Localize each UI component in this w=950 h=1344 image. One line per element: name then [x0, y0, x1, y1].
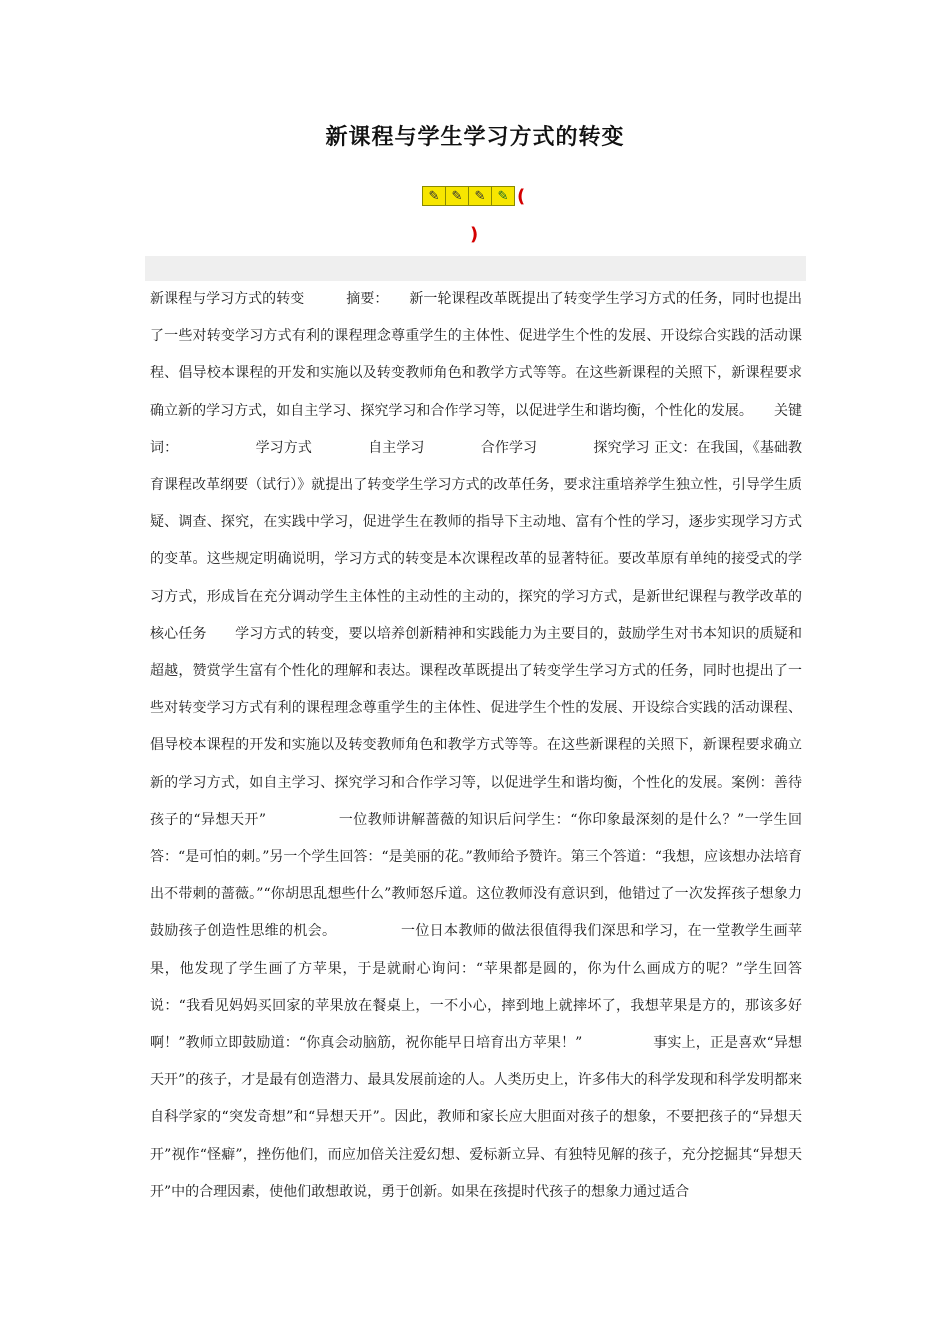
document-title: 新课程与学生学习方式的转变	[325, 125, 625, 150]
rating-paren-close: )	[470, 224, 479, 245]
article-paragraph: 新课程与学习方式的转变 摘要： 新一轮课程改革既提出了转变学生学习方式的任务，同时也提出了一些对转变学习方式有利的课程理念尊重学生的主体性、促进学生个性的发展、开设综合实践的活动课程、倡导校本课程的开发和实施以及转变教师角色和教学方式等等。在这些新课程的关照下，新课程要求确立新的学习方式，如自主学习、探究学习和合作学习等，以促进学生和谐均衡，个性化的发展。 关键词： 学习方式 自主学习 合作学习 探究学习 正文：在我国，《基础教育课程改革纲要（试行）》就提出了转变学生学习方式的改革任务，要求注重培养学生独立性，引导学生质疑、调查、探究，在实践中学习，促进学生在教师的指导下主动地、富有个性的学习，逐步实现学习方式的变革。这些规定明确说明，学习方式的转变是本次课程改革的显著特征。要改革原有单纯的接受式的学习方式，形成旨在充分调动学生主体性的主动性的主动的，探究的学习方式，是新世纪课程与教学改革的核心任务 学习方式的转变，要以培养创新精神和实践能力为主要目的，鼓励学生对书本知识的质疑和超越，赞赏学生富有个性化的理解和表达。课程改革既提出了转变学生学习方式的任务，同时也提出了一些对转变学习方式有利的课程理念尊重学生的主体性、促进学生个性的发展、开设综合实践的活动课程、倡导校本课程的开发和实施以及转变教师角色和教学方式等等。在这些新课程的关照下，新课程要求确立新的学习方式，如自主学习、探究学习和合作学习等，以促进学生和谐均衡，个性化的发展。案例：善待孩子的“异想天开” 一位教师讲解蔷薇的知识后问学生：“你印象最深刻的是什么？”一学生回答：“是可怕的刺。”另一个学生回答：“是美丽的花。”教师给予赞许。第三个答道：“我想，应该想办法培育出不带刺的蔷薇。”“你胡思乱想些什么”教师怒斥道。这位教师没有意识到，他错过了一次发挥孩子想象力鼓励孩子创造性思维的机会。 一位日本教师的做法很值得我们深思和学习，在一堂教学生画苹果，他发现了学生画了方苹果，于是就耐心询问：“苹果都是圆的，你为什么画成方的呢？”学生回答说：“我看见妈妈买回家的苹果放在餐桌上，一不小心，摔到地上就摔坏了，我想苹果是方的，那该多好啊！”教师立即鼓励道：“你真会动脑筋，祝你能早日培育出方苹果！” 事实上，正是喜欢“异想天开”的孩子，才是最有创造潜力、最具发展前途的人。人类历史上，许多伟大的科学发现和科学发明都来自科学家的“突发奇想”和“异想天开”。因此，教师和家长应大胆面对孩子的想象，不要把孩子的“异想天开”视作“怪癖”，挫伤他们，而应加倍关注爱幻想、爱标新立异、有独特见解的孩子，充分挖掘其“异想天开”中的合理因素，使他们敢想敢说，勇于创新。如果在孩提时代孩子的想象力通过适合	[150, 291, 802, 1200]
rating-row	[422, 185, 525, 207]
separator-bar	[145, 256, 806, 281]
rating-paren-open: (	[517, 185, 526, 207]
rating-stars[interactable]	[422, 186, 515, 206]
star-full-icon: ✎	[469, 187, 492, 205]
star-full-icon: ✎	[423, 187, 446, 205]
article-body	[150, 281, 802, 1211]
star-half-icon: ✎	[497, 188, 509, 204]
star-full-icon: ✎	[446, 187, 469, 205]
